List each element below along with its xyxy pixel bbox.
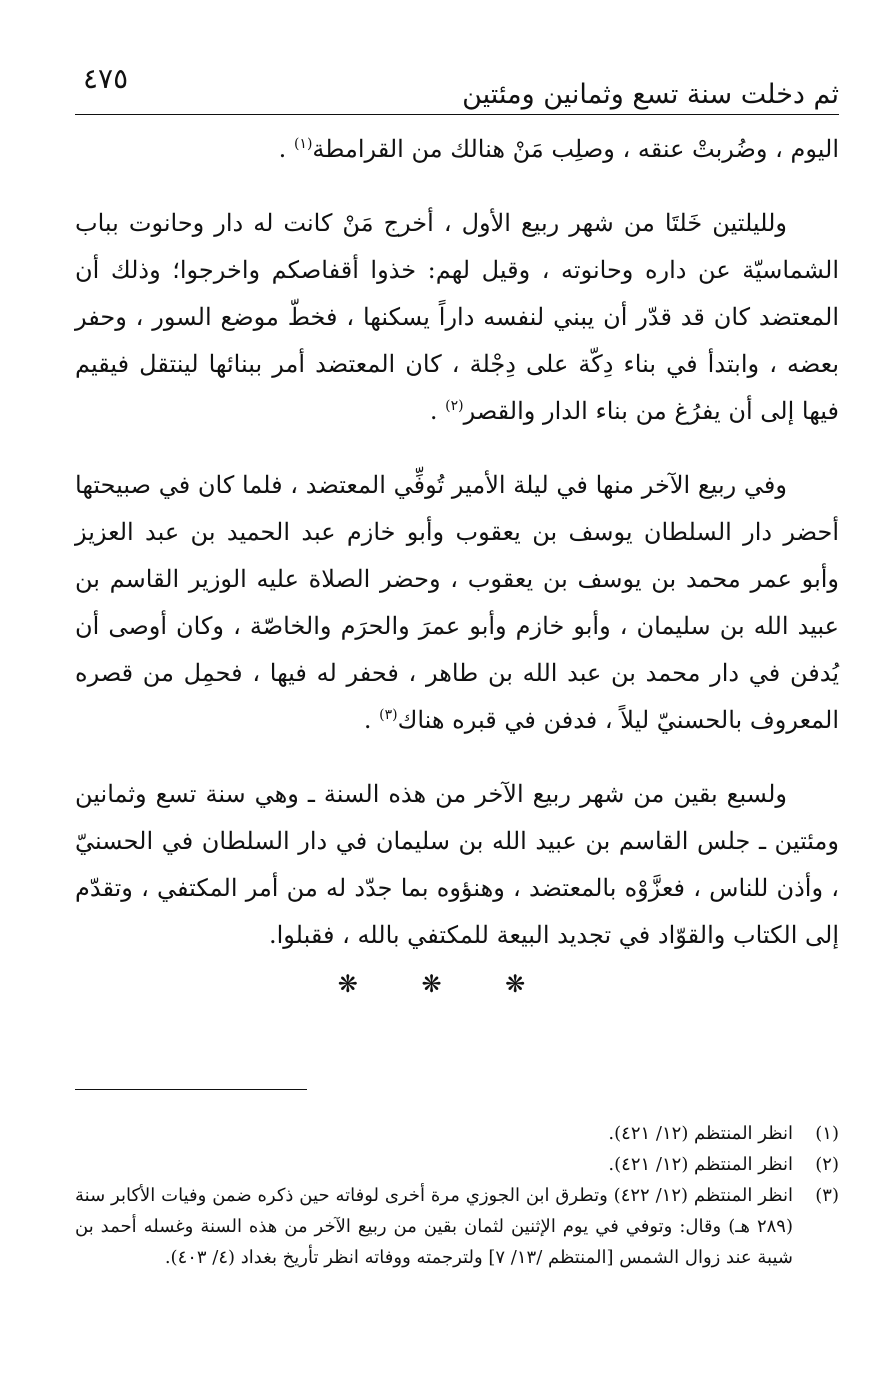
paragraph-3-text: وفي ربيع الآخر منها في ليلة الأمير تُوفِّي المعتضد ، فلما كان في صبيحتها أحضر دار السلطان يوسف بن يعقوب وأبو خازم عبد الحميد بن عبد العزيز وأبو عمر محمد بن يوسف بن يعقوب ، وحضر الصلاة عليه الوزير القاسم بن عبيد الله بن سليمان ، وأبو خازم وأبو عمرَ والحرَم والخاصّة ، وكان أوصى أن يُدفن في دار محمد بن عبد الله بن طاهر ، فحفر له فيها ، فحمِل من قصره المعروف بالحسنيّ ليلاً ، فدفن في قبره هناك: [75, 471, 839, 734]
footnote-number: (١): [815, 1123, 839, 1144]
footnote-divider: [75, 1089, 307, 1090]
footnote-item: [75, 1180, 839, 1273]
running-head: ثم دخلت سنة تسع وثمانين ومئتين: [462, 79, 839, 110]
section-separator: ❋ ❋ ❋: [337, 970, 554, 998]
paragraph-1-tail: .: [278, 135, 294, 163]
footnote-number: (٢): [815, 1154, 839, 1175]
paragraph-2-tail: .: [429, 397, 446, 425]
footnote-item: [75, 1149, 839, 1180]
paragraph-3: [75, 462, 839, 744]
paragraph-2: [75, 200, 839, 435]
paragraph-3-tail: .: [363, 706, 380, 734]
main-text: [75, 126, 839, 959]
page-header: [75, 62, 839, 115]
footnote-ref-2: (٢): [445, 398, 464, 414]
paragraph-2-text: ولليلتين خَلتَا من شهر ربيع الأول ، أخرج مَنْ كانت له دار وحانوت بباب الشماسيّة عن داره وحانوته ، وقيل لهم: خذوا أقفاصكم واخرجوا؛ وذلك أن المعتضد كان قد قدّر أن يبني لنفسه داراً يسكنها ، فخطّ موضع السور ، وحفر بعضه ، وابتدأ في بناء دِكّة على دِجْلة ، كان المعتضد أمر ببنائها لينتقل فيقيم فيها إلى أن يفرُغ من بناء الدار والقصر: [75, 209, 839, 425]
paragraph-1: [75, 126, 839, 173]
paragraph-1-text: اليوم ، وضُربتْ عنقه ، وصلِب مَنْ هنالك من القرامطة: [312, 135, 839, 163]
footnote-text: انظر المنتظم (١٢/ ٤٢٢) وتطرق ابن الجوزي مرة أخرى لوفاته حين ذكره ضمن وفيات الأكابر سنة (٢٨٩ هـ) وقال: وتوفي في يوم الإثنين لثمان بقين من ربيع الآخر من هذه السنة وغسله أحمد بن شيبة عند زوال الشمس [المنتظم /١٣/ ٧] ولترجمته ووفاته انظر تأريخ بغداد (٤/ ٤٠٣).: [75, 1185, 793, 1268]
paragraph-4-text: ولسبع بقين من شهر ربيع الآخر من هذه السنة ـ وهي سنة تسع وثمانين ومئتين ـ جلس القاسم بن عبيد الله بن سليمان في دار السلطان في الحسنيّ ، وأذن للناس ، فعزَّوْه بالمعتضد ، وهنؤوه بما جدّد له من أمر المكتفي ، وتقدّم إلى الكتاب والقوّاد في تجديد البيعة للمكتفي بالله ، فقبلوا.: [75, 780, 839, 949]
footnote-ref-1: (١): [293, 136, 313, 152]
footnote-number: (٣): [815, 1185, 839, 1206]
footnote-text: انظر المنتظم (١٢/ ٤٢١).: [608, 1123, 793, 1144]
footnote-item: [75, 1118, 839, 1149]
paragraph-4: [75, 771, 839, 959]
footnote-ref-3: (٣): [379, 707, 398, 723]
footnote-text: انظر المنتظم (١٢/ ٤٢١).: [608, 1154, 793, 1175]
footnotes: [75, 1118, 839, 1273]
page-number: ٤٧٥: [83, 62, 129, 95]
